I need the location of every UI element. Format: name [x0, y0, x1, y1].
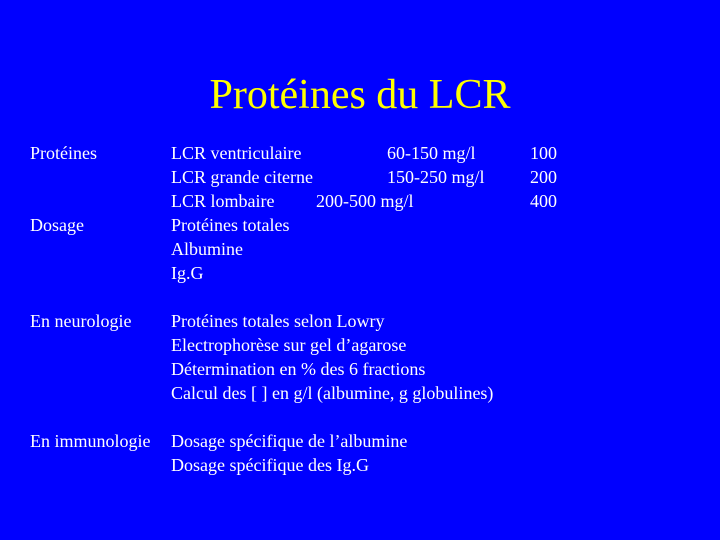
row-ventriculaire-value: 100 — [530, 143, 557, 163]
neurologie-item: Calcul des [ ] en g/l (albumine, g globulines) — [171, 383, 494, 403]
dosage-list — [171, 213, 289, 285]
row-citerne-value: 200 — [530, 167, 557, 187]
neurologie-item: Protéines totales selon Lowry — [171, 311, 385, 331]
immunologie-item: Dosage spécifique des Ig.G — [171, 455, 369, 475]
row-citerne-range: 150-250 mg/l — [387, 167, 485, 187]
label-neurologie: En neurologie — [30, 311, 132, 331]
dosage-item: Albumine — [171, 239, 243, 259]
dosage-item: Protéines totales — [171, 215, 290, 235]
row-lombaire-value: 400 — [530, 191, 557, 211]
row-citerne-label: LCR grande citerne — [171, 167, 313, 187]
label-dosage: Dosage — [30, 215, 84, 235]
neurologie-item: Détermination en % des 6 fractions — [171, 359, 426, 379]
label-immunologie: En immunologie — [30, 431, 151, 451]
immunologie-list — [171, 429, 407, 477]
slide-title: Protéines du LCR — [209, 72, 511, 118]
row-lombaire-range: 200-500 mg/l — [316, 191, 414, 211]
neurologie-list — [171, 309, 493, 405]
neurologie-item: Electrophorèse sur gel d’agarose — [171, 335, 407, 355]
row-ventriculaire-range: 60-150 mg/l — [387, 143, 476, 163]
row-ventriculaire-label: LCR ventriculaire — [171, 143, 302, 163]
immunologie-item: Dosage spécifique de l’albumine — [171, 431, 408, 451]
row-lombaire-label: LCR lombaire — [171, 191, 275, 211]
dosage-item: Ig.G — [171, 263, 204, 283]
label-proteines: Protéines — [30, 143, 97, 163]
